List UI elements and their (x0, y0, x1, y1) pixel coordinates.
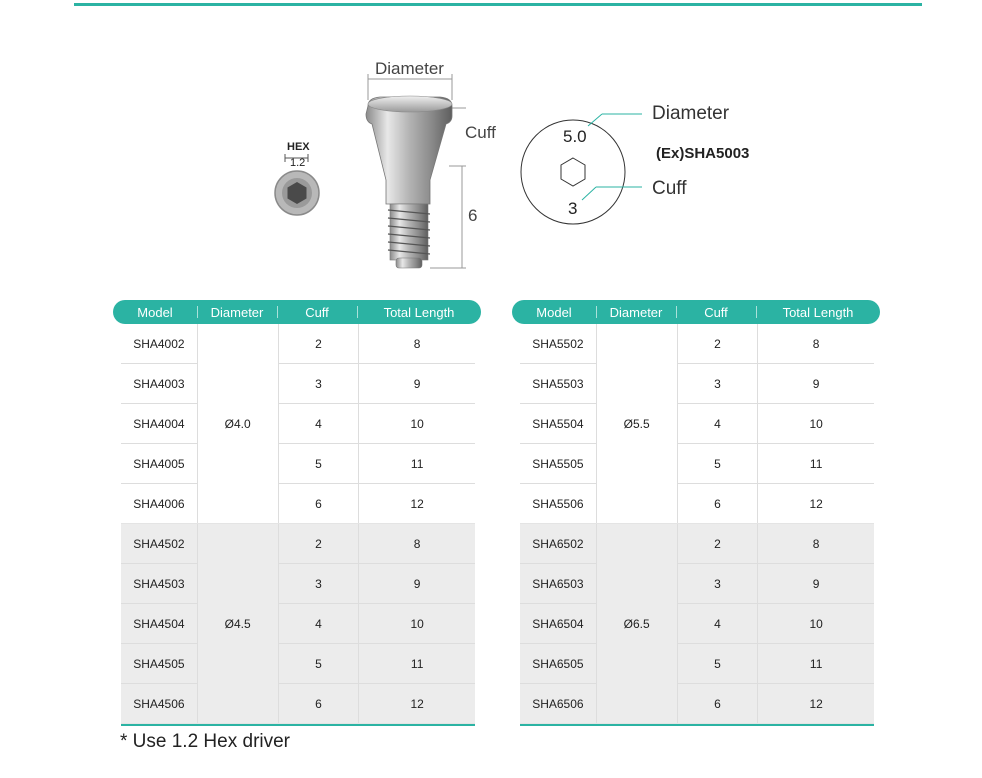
model-cell: SHA6505 (520, 644, 596, 684)
diameter-group (121, 324, 475, 524)
cuff-cell: 4 (279, 404, 359, 444)
table-header (512, 300, 880, 324)
model-cell: SHA4502 (121, 524, 197, 564)
cuff-cell: 3 (279, 564, 359, 604)
length-cell: 10 (359, 604, 475, 644)
length-cell: 9 (758, 564, 874, 604)
length-cell: 10 (758, 604, 874, 644)
cuff-cell: 5 (279, 644, 359, 684)
model-cell: SHA6503 (520, 564, 596, 604)
dimension-diameter-label: Diameter (375, 59, 444, 78)
header-cuff: Cuff (676, 300, 756, 324)
legend-diameter: Diameter (652, 103, 730, 124)
model-cell: SHA4002 (121, 324, 197, 364)
model-cell: SHA6504 (520, 604, 596, 644)
abutment-illustration (0, 0, 982, 290)
model-cell: SHA5503 (520, 364, 596, 404)
model-cell: SHA6506 (532, 696, 584, 711)
header-diameter: Diameter (197, 300, 277, 324)
cuff-cell: 3 (678, 364, 758, 404)
table-bottom-rule (121, 724, 475, 726)
cuff-cell: 6 (315, 696, 322, 711)
length-cell: 8 (359, 524, 475, 564)
length-cell: 12 (410, 496, 424, 511)
length-cell: 12 (809, 696, 823, 711)
header-model: Model (137, 304, 173, 320)
header-total-length: Total Length (357, 300, 481, 324)
example-bottom-value: 3 (568, 199, 578, 218)
length-cell: 10 (359, 404, 475, 444)
model-cell: SHA6502 (520, 524, 596, 564)
hex-size-label: 1.2 (290, 157, 306, 169)
model-cell: SHA5504 (520, 404, 596, 444)
cuff-cell: 6 (315, 496, 322, 511)
diameter-group (520, 324, 874, 524)
length-cell: 8 (758, 524, 874, 564)
diameter-group (520, 524, 874, 724)
example-top-value: 5.0 (563, 127, 587, 146)
model-cell: SHA4004 (121, 404, 197, 444)
model-cell: SHA4003 (121, 364, 197, 404)
cuff-cell: 4 (678, 404, 758, 444)
model-cell: SHA5502 (520, 324, 596, 364)
cuff-cell: 4 (279, 604, 359, 644)
diameter-cell: Ø5.5 (596, 324, 678, 523)
product-figure (0, 0, 982, 290)
cuff-cell: 5 (279, 444, 359, 484)
cuff-cell: 2 (279, 524, 359, 564)
model-cell: SHA4505 (121, 644, 197, 684)
length-cell: 11 (359, 644, 475, 684)
example-code: (Ex)SHA5003 (656, 145, 750, 162)
model-cell: SHA4503 (121, 564, 197, 604)
length-cell: 8 (758, 324, 874, 364)
model-cell: SHA4006 (133, 496, 185, 511)
header-model: Model (536, 304, 572, 320)
diameter-cell: Ø4.0 (197, 324, 279, 523)
cuff-cell: 5 (678, 644, 758, 684)
table-header (113, 300, 481, 324)
length-cell: 11 (359, 444, 475, 484)
length-cell: 8 (359, 324, 475, 364)
length-cell: 9 (758, 364, 874, 404)
cuff-cell: 2 (279, 324, 359, 364)
table-bottom-rule (520, 724, 874, 726)
length-cell: 11 (758, 644, 874, 684)
diameter-group (121, 524, 475, 724)
cuff-cell: 5 (678, 444, 758, 484)
length-cell: 10 (758, 404, 874, 444)
legend-cuff: Cuff (652, 178, 687, 199)
hex-label: HEX (287, 141, 310, 153)
footnote: * Use 1.2 Hex driver (120, 731, 291, 752)
spec-table-left (113, 300, 481, 726)
cuff-cell: 6 (714, 496, 721, 511)
header-cuff: Cuff (277, 300, 357, 324)
dimension-length-label: 6 (468, 206, 478, 225)
dimension-cuff-label: Cuff (465, 123, 496, 142)
model-cell: SHA5505 (520, 444, 596, 484)
length-cell: 9 (359, 364, 475, 404)
length-cell: 9 (359, 564, 475, 604)
length-cell: 11 (758, 444, 874, 484)
length-cell: 12 (809, 496, 823, 511)
header-total-length: Total Length (756, 300, 880, 324)
model-cell: SHA4506 (133, 696, 185, 711)
cuff-cell: 6 (714, 696, 721, 711)
spec-table-right (512, 300, 880, 726)
length-cell: 12 (410, 696, 424, 711)
diameter-cell: Ø6.5 (596, 524, 678, 723)
cuff-cell: 4 (678, 604, 758, 644)
header-diameter: Diameter (596, 300, 676, 324)
cuff-cell: 3 (678, 564, 758, 604)
cuff-cell: 2 (678, 524, 758, 564)
model-cell: SHA5506 (532, 496, 584, 511)
cuff-cell: 3 (279, 364, 359, 404)
model-cell: SHA4504 (121, 604, 197, 644)
diameter-cell: Ø4.5 (197, 524, 279, 723)
model-cell: SHA4005 (121, 444, 197, 484)
cuff-cell: 2 (678, 324, 758, 364)
